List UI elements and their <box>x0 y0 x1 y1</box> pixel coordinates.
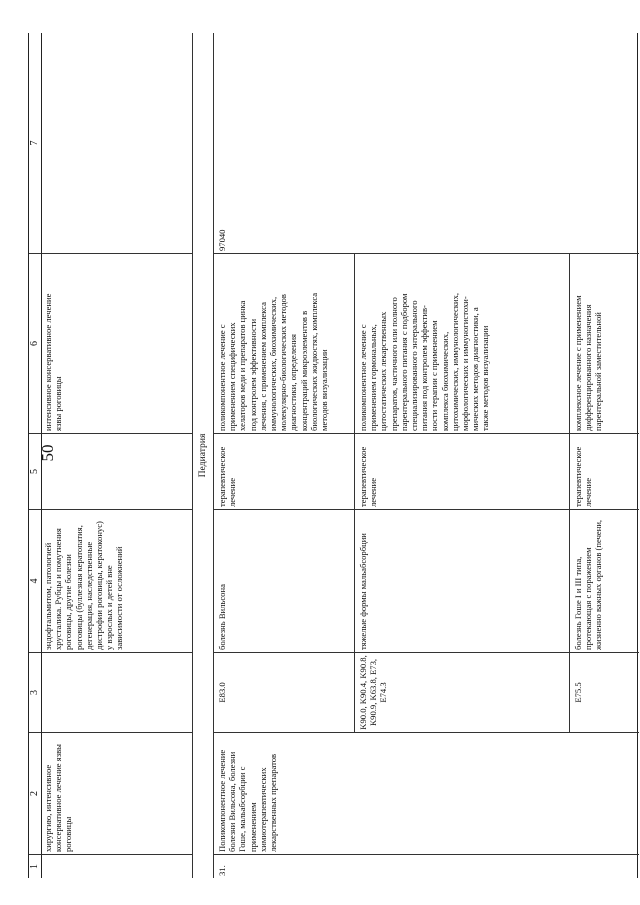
header-col-4: 4 <box>29 510 42 653</box>
row-31-3-method: комплексное лечение с применением дифференцированного назначения парентеральной заместительной <box>569 254 639 434</box>
row-31-1-method: поликомпонентное лечение с применением специфических хелаторов меди и препаратов цинка под контролем эффективности лечения, с применением комплекса иммунологических, биохимических, молекулярно-биологических методов диагностики, определения концентраций микроэлементов в биологических жидкостях, комплекса методов визуализации <box>214 254 354 434</box>
row-31-2-icd: K90.0, K90.4, K90.8, K90.9, K63.8, E73, E74.3 <box>354 653 569 733</box>
row-31-number: 31. <box>217 865 227 876</box>
header-col-5: 5 <box>29 434 42 510</box>
row-31-3-disease: болезнь Гоше I и III типа, протекающая с поражением жизненно важных органов (печени, <box>569 510 639 653</box>
row-31-code: 97040 <box>214 33 639 254</box>
header-col-6: 6 <box>29 254 42 434</box>
row-31-care-name: Поликомпонентное лечение болезни Вильсона, болезни Гоше, мальабсорбции с применением химиотерапевтических лекарственных препаратов <box>214 733 639 855</box>
continued-col-7 <box>42 33 192 254</box>
continued-col-5 <box>42 434 192 510</box>
continued-col-2: хирургию, интенсивное консервативное лечение язвы роговицы <box>42 733 192 855</box>
row-31-3-icd: E75.5 <box>569 653 639 733</box>
row-31-1-disease: болезнь Вильсона <box>214 510 354 653</box>
continued-col-6: интенсивное консервативное лечение язвы роговицы <box>42 254 192 434</box>
row-31-1-type: терапевтическое лечение <box>214 434 354 510</box>
row-31-2-method: поликомпонентное лечение с применением гормональных, цитостатических лекарственных препаратов, частичного или полного парентерального питания с подбором специализированного энтерального питания под контролем эффектив- ности терапии с применением комплекса биохимических, цитохимических, иммунологических, морфологических и иммуногистохи- мических методов диагностики, а также методов визуализации <box>354 254 569 434</box>
section-title: Педиатрия <box>192 33 214 878</box>
row-31-3-type: терапевтическое лечение <box>569 434 639 510</box>
header-col-7: 7 <box>29 33 42 254</box>
continued-col-3 <box>42 653 192 733</box>
row-31-2-type: терапевтическое лечение <box>354 434 569 510</box>
header-col-1: 1 <box>29 855 42 878</box>
continued-col-4: эндофтальмитом, патологией хрусталика. Рубцы и помутнения роговицы, другие болезни роговицы (буллезная кератопатия, дегенерация, наследственные дистрофии роговицы, кератоконус) у взрослых и детей вне зависимости от осложнений <box>42 510 192 653</box>
row-31-1-icd: E83.0 <box>214 653 354 733</box>
rotated-page-table <box>28 33 638 878</box>
medical-care-table <box>28 33 638 878</box>
page-number: 50 <box>38 444 57 462</box>
header-col-3: 3 <box>29 653 42 733</box>
row-31-2-disease: тяжелые формы мальабсорбции <box>354 510 569 653</box>
header-col-2: 2 <box>29 733 42 855</box>
continued-col-1 <box>42 855 192 878</box>
